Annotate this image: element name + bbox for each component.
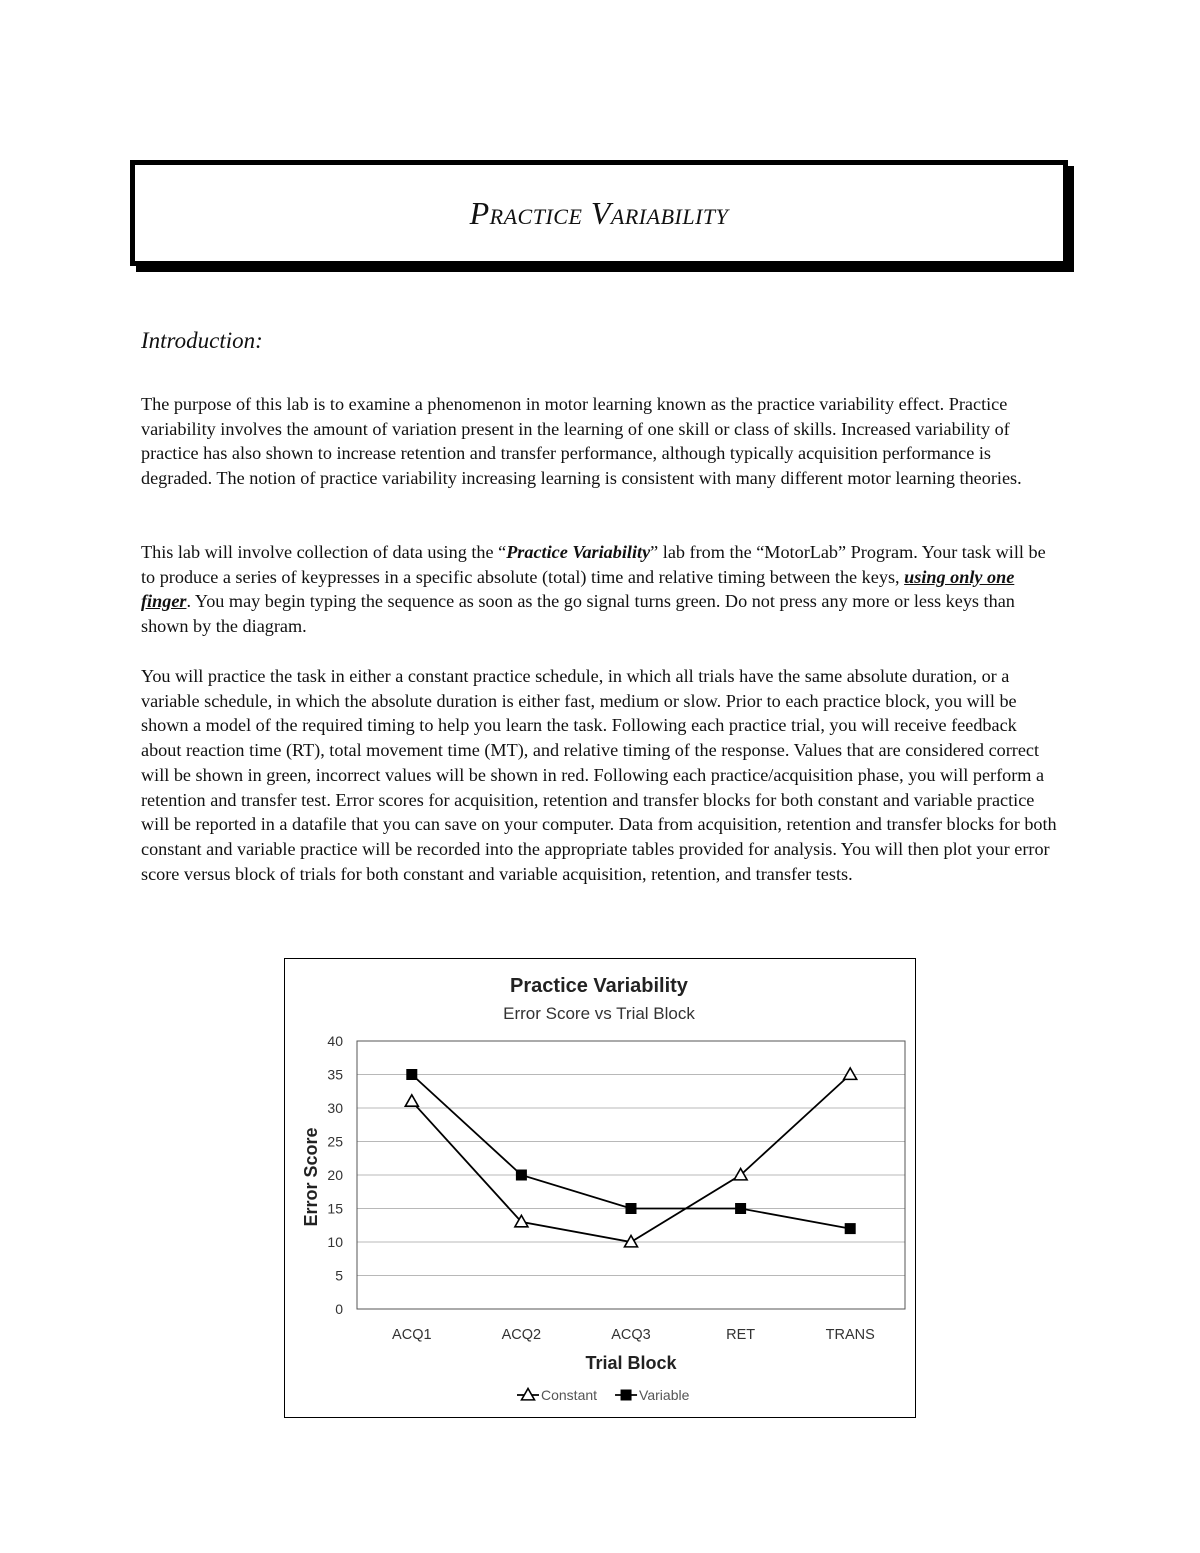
data-point-variable-trans [845,1223,856,1234]
title-box [130,160,1068,266]
y-tick-label-35: 35 [327,1066,343,1083]
data-point-variable-acq1 [406,1069,417,1080]
data-point-constant-trans [844,1068,857,1079]
intro-paragraph-1: The purpose of this lab is to examine a phenomenon in motor learning known as the practice variability effect. Practice variability involves the amount of variation present in the learning of one skill or class of skills. Increased variability of practice has also shown to increase retention and transfer performance, although typically acquisition performance is degraded. The notion of practice variability increasing learning is consistent with many different motor learning theories. [141,394,1022,489]
data-point-variable-ret [735,1203,746,1214]
y-axis-label: Error Score [301,1127,321,1227]
intro-heading: Introduction: [141,328,263,353]
legend-label-constant: Constant [541,1387,598,1403]
legend-label-variable: Variable [639,1387,690,1403]
x-tick-label-acq1: ACQ1 [392,1327,432,1343]
x-tick-label-acq3: ACQ3 [611,1327,651,1343]
intro-paragraph-3: You will practice the task in either a constant practice schedule, in which all trials have the same absolute duration, or a variable schedule, in which the absolute duration is either fast, medium or slow. Prior to each practice block, you will be shown a model of the required timing to help you learn the task. Following each practice trial, you will receive feedback about reaction time (RT), total movement time (MT), and relative timing of the response. Values that are considered correct will be shown in green, incorrect values will be shown in red. Following each practice/acquisition phase, you will perform a retention and transfer test. Error scores for acquisition, retention and transfer blocks for both constant and variable practice will be reported in a datafile that you can save on your computer. Data from acquisition, retention and transfer blocks for both constant and variable practice will be recorded into the appropriate tables provided for analysis. You will then plot your error score versus block of trials for both constant and variable acquisition, retention, and transfer tests. [141,666,1057,884]
y-tick-label-30: 30 [327,1100,343,1116]
data-point-constant-acq1 [405,1095,418,1106]
x-axis-label: Trial Block [585,1353,677,1373]
lab-name-emphasis: Practice Variability [506,542,651,562]
y-tick-label-15: 15 [327,1200,343,1217]
y-tick-label-10: 10 [327,1234,343,1250]
data-point-variable-acq2 [516,1170,527,1181]
y-tick-label-20: 20 [327,1167,343,1183]
page-title: Practice Variability [469,194,729,231]
x-tick-label-trans: TRANS [825,1327,875,1343]
chart-frame [284,958,916,1418]
one-finger-emphasis: using only one finger [141,566,1015,612]
y-tick-label-40: 40 [327,1033,343,1049]
data-point-variable-acq3 [626,1203,637,1214]
y-tick-label-0: 0 [335,1301,343,1317]
paragraph-2-text-b: ” lab from the “MotorLab” Program. Your task will be to produce a series of keypresses in a specific absolute (total) time and relative timing between the keys, [141,542,1046,587]
y-tick-label-25: 25 [327,1133,343,1150]
intro-paragraph-2 [141,540,1061,639]
legend-marker-variable [621,1390,632,1401]
x-tick-label-ret: RET [726,1327,756,1343]
y-tick-label-5: 5 [335,1267,343,1284]
chart-subtitle: Error Score vs Trial Block [503,1004,695,1023]
paragraph-2-text-c: . You may begin typing the sequence as soon as the go signal turns green. Do not press any more or less keys than shown by the diagram. [141,591,1015,637]
x-tick-label-acq2: ACQ2 [501,1327,542,1343]
paragraph-2-text-a: This lab will involve collection of data using the “ [141,542,507,562]
chart-title: Practice Variability [510,975,688,997]
practice-variability-chart [285,959,914,1416]
